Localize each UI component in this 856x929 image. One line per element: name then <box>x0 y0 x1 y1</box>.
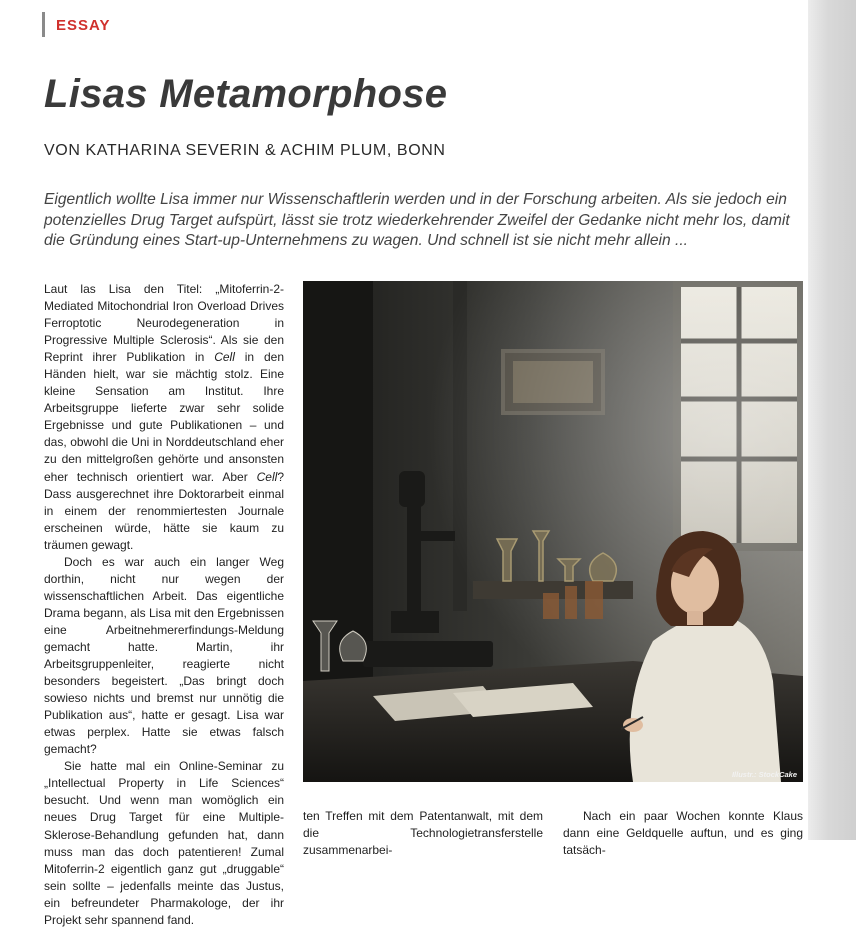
article-title: Lisas Metamorphose <box>44 72 448 116</box>
body-column-3 <box>563 808 803 859</box>
section-marker <box>42 12 45 37</box>
section-label: ESSAY <box>56 17 111 34</box>
paragraph-2: Doch es war auch ein langer Weg dorthin, nicht nur wegen der wissenschaftlichen Arbeit. Das eigentliche Drama begann, als Lisa mit den Ergebnissen eine Arbeitnehmererfindungs-Meldung gemacht hatte. Martin, ihr Arbeitsgruppenleiter, reagierte nicht besonders begeistert. „Das bringt doch sowieso nichts und bremst nur unnötig die Publikation aus“, hatte er gesagt. Lisa war etwas perplex. Hatte sie etwas falsch gemacht? <box>44 554 284 757</box>
paragraph-1: Laut las Lisa den Titel: „Mitoferrin-2-Mediated Mitochondrial Iron Overload Drives Ferroptotic Neurodegeneration in Progressive Multiple Sclerosis“. Als sie den Reprint ihrer Publikation in Cell in den Händen hielt, war sie mächtig stolz. Eine kleine Sensation am Institut. Ihre Arbeitsgruppe lieferte zwar sehr solide Ergebnisse und gute Publikationen – und das, obwohl die Uni in Norddeutschland eher zu den mittelgroßen gehörte und ansonsten eher technisch orientiert war. Aber Cell? Dass ausgerechnet ihre Doktorarbeit einmal in einem der renommiertesten Journale erscheinen würde, hätte sie kaum zu träumen gewagt. <box>44 282 284 552</box>
body-column-1 <box>44 281 284 929</box>
lab-scene-illustration <box>303 281 803 782</box>
article-byline: VON KATHARINA SEVERIN & ACHIM PLUM, BONN <box>44 142 446 159</box>
article-lead: Eigentlich wollte Lisa immer nur Wissenschaftlerin werden und in der Forschung arbeiten. Als sie jedoch ein potenzielles Drug Target aufspürt, lässt sie trotz wiederkehrender Zweifel der Gedanke nicht mehr los, damit die Gründung eines Start-up-Unternehmens zu wagen. Und schnell ist sie nicht mehr allein ... <box>44 191 790 249</box>
article-illustration <box>303 281 803 782</box>
image-credit: Illustr.: StockCake <box>731 770 797 779</box>
page-edge <box>808 0 856 840</box>
paragraph-3: Sie hatte mal ein Online-Seminar zu „Intellectual Property in Life Sciences“ besucht. Und wenn man womöglich ein neues Drug Target für eine Multiple-Sklerose-Behandlung gefunden hat, dann muss man das doch patentieren! Zumal Mitoferrin-2 eigentlich ganz gut „druggable“ sein sollte – jedenfalls meinte das Justus, ein befreundeter Pharmakologe, der ihr Projekt sehr spannend fand. <box>44 759 284 927</box>
body-column-2: ten Treffen mit dem Patentanwalt, mit dem die Technologietransferstelle zusammenarbei- <box>303 809 543 858</box>
paragraph-col3: Nach ein paar Wochen konnte Klaus dann eine Geldquelle auftun, und es ging tatsäch- <box>563 809 803 858</box>
